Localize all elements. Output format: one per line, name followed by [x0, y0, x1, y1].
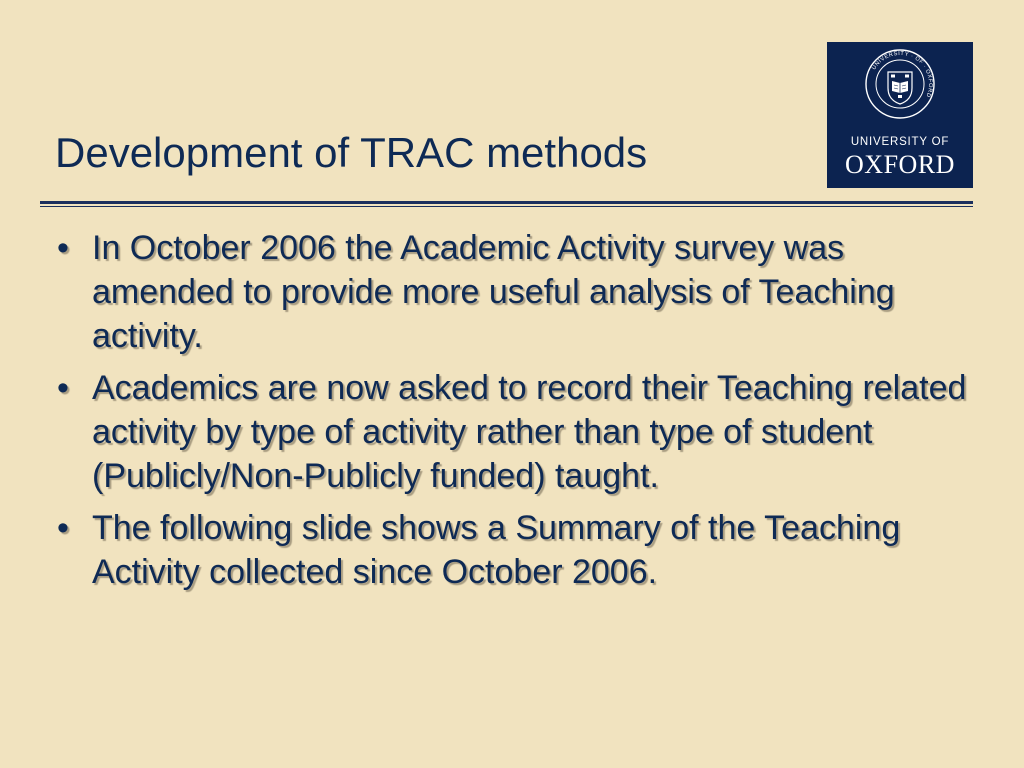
oxford-crest-icon	[864, 48, 936, 120]
bullet-dot-icon: •	[57, 229, 69, 267]
logo-university-of: UNIVERSITY OF	[850, 136, 950, 148]
title-divider-thin	[40, 206, 973, 207]
slide-title: Development of TRAC methods	[55, 129, 648, 176]
bullet-item	[55, 226, 975, 358]
bullet-text: The following slide shows a Summary of the Teaching Activity collected since October 2006.	[92, 509, 901, 591]
bullet-text: Academics are now asked to record their Teaching related activity by type of activity rather than type of student (Publicly/Non-Publicly funded) taught.	[92, 369, 967, 495]
bullet-item	[55, 366, 975, 498]
bullet-dot-icon: •	[57, 369, 69, 407]
bullet-list	[55, 226, 975, 602]
logo-oxford: OXFORD	[845, 150, 955, 179]
bullet-item	[55, 506, 975, 594]
seal-text: UNIVERSITY · OF · OXFORD	[871, 50, 934, 99]
bullet-dot-icon: •	[57, 509, 69, 547]
bullet-text: In October 2006 the Academic Activity survey was amended to provide more useful analysis of Teaching activity.	[92, 229, 895, 355]
title-divider-thick	[40, 201, 973, 204]
university-of-oxford-logo	[827, 42, 973, 188]
